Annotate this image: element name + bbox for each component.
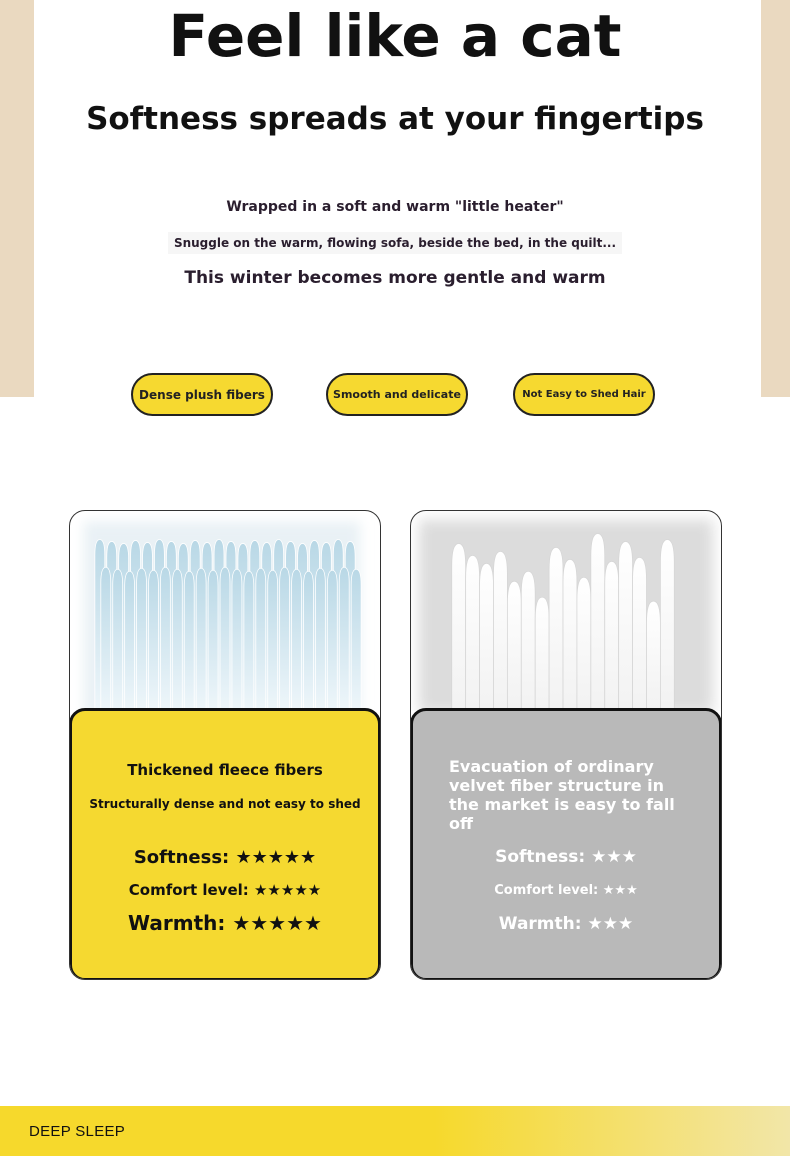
fiber-strand: [591, 534, 605, 711]
fiber-strand: [148, 570, 158, 710]
fiber-strand: [493, 551, 507, 710]
sparse-fiber-illustration: [411, 511, 721, 711]
fiber-strand: [172, 569, 182, 710]
comparison-card-ordinary: [410, 510, 722, 980]
card-heading: Thickened fleece fibers: [127, 761, 323, 779]
rating-warmth: Warmth: ★★★★★: [128, 911, 322, 935]
fiber-strand: [535, 597, 549, 710]
description-line-1: Wrapped in a soft and warm "little heater": [226, 199, 564, 215]
rating-softness: Softness: ★★★★★: [133, 847, 317, 868]
rating-warmth: Warmth: ★★★: [498, 914, 634, 934]
fiber-strand: [619, 541, 633, 710]
fiber-strand: [480, 563, 494, 710]
description-line-2: Snuggle on the warm, flowing sofa, beside the bed, in the quilt...: [168, 232, 622, 254]
fiber-strand: [507, 581, 521, 710]
fiber-strand: [466, 555, 480, 710]
fiber-strand: [137, 568, 147, 710]
fiber-strand: [232, 569, 242, 710]
fiber-strand: [303, 571, 313, 710]
fiber-strand: [339, 567, 349, 710]
footer-banner: [0, 1106, 790, 1156]
feature-pill-dense-fibers: Dense plush fibers: [131, 373, 273, 416]
description-line-3: This winter becomes more gentle and warm: [184, 268, 606, 288]
page-title: Feel like a cat: [168, 2, 622, 70]
card-description: Evacuation of ordinary velvet fiber structure in the market is easy to fall off: [449, 757, 675, 833]
fiber-strand: [160, 567, 170, 710]
fiber-strand: [563, 559, 577, 710]
fiber-strand: [327, 570, 337, 710]
fiber-strand: [256, 568, 266, 710]
fiber-strand: [292, 569, 302, 710]
page-subtitle: Softness spreads at your fingertips: [86, 101, 704, 137]
fiber-strand: [660, 539, 674, 710]
fiber-strand: [208, 570, 218, 710]
fiber-strand: [646, 601, 660, 710]
rating-comfort: Comfort level: ★★★: [494, 883, 638, 898]
thickened-fiber-info-panel: [69, 708, 381, 980]
comparison-card-thickened: [69, 510, 381, 980]
rating-comfort: Comfort level: ★★★★★: [128, 881, 322, 899]
fiber-strand: [280, 567, 290, 710]
fiber-strand: [577, 577, 591, 710]
dense-fiber-illustration: [70, 511, 380, 711]
fiber-strand: [101, 567, 111, 710]
fiber-strand: [196, 568, 206, 710]
card-subheading: Structurally dense and not easy to shed: [89, 797, 361, 811]
rating-softness: Softness: ★★★: [495, 847, 637, 867]
fiber-strand: [521, 571, 535, 710]
fiber-strand: [244, 571, 254, 710]
feature-pill-smooth: Smooth and delicate: [326, 373, 468, 416]
fiber-strand: [605, 561, 619, 710]
fiber-strand: [351, 569, 361, 710]
fiber-strand: [549, 547, 563, 710]
fiber-strand: [452, 543, 466, 710]
fiber-strand: [268, 570, 278, 710]
fiber-strand: [633, 557, 647, 710]
fiber-strand: [184, 571, 194, 710]
ordinary-fiber-info-panel: [410, 708, 722, 980]
fiber-strand: [315, 568, 325, 710]
fiber-strand: [220, 567, 230, 710]
feature-pill-no-shedding: Not Easy to Shed Hair: [513, 373, 655, 416]
fiber-strand: [113, 569, 123, 710]
footer-label: DEEP SLEEP: [29, 1123, 126, 1140]
fiber-strand: [125, 571, 135, 710]
